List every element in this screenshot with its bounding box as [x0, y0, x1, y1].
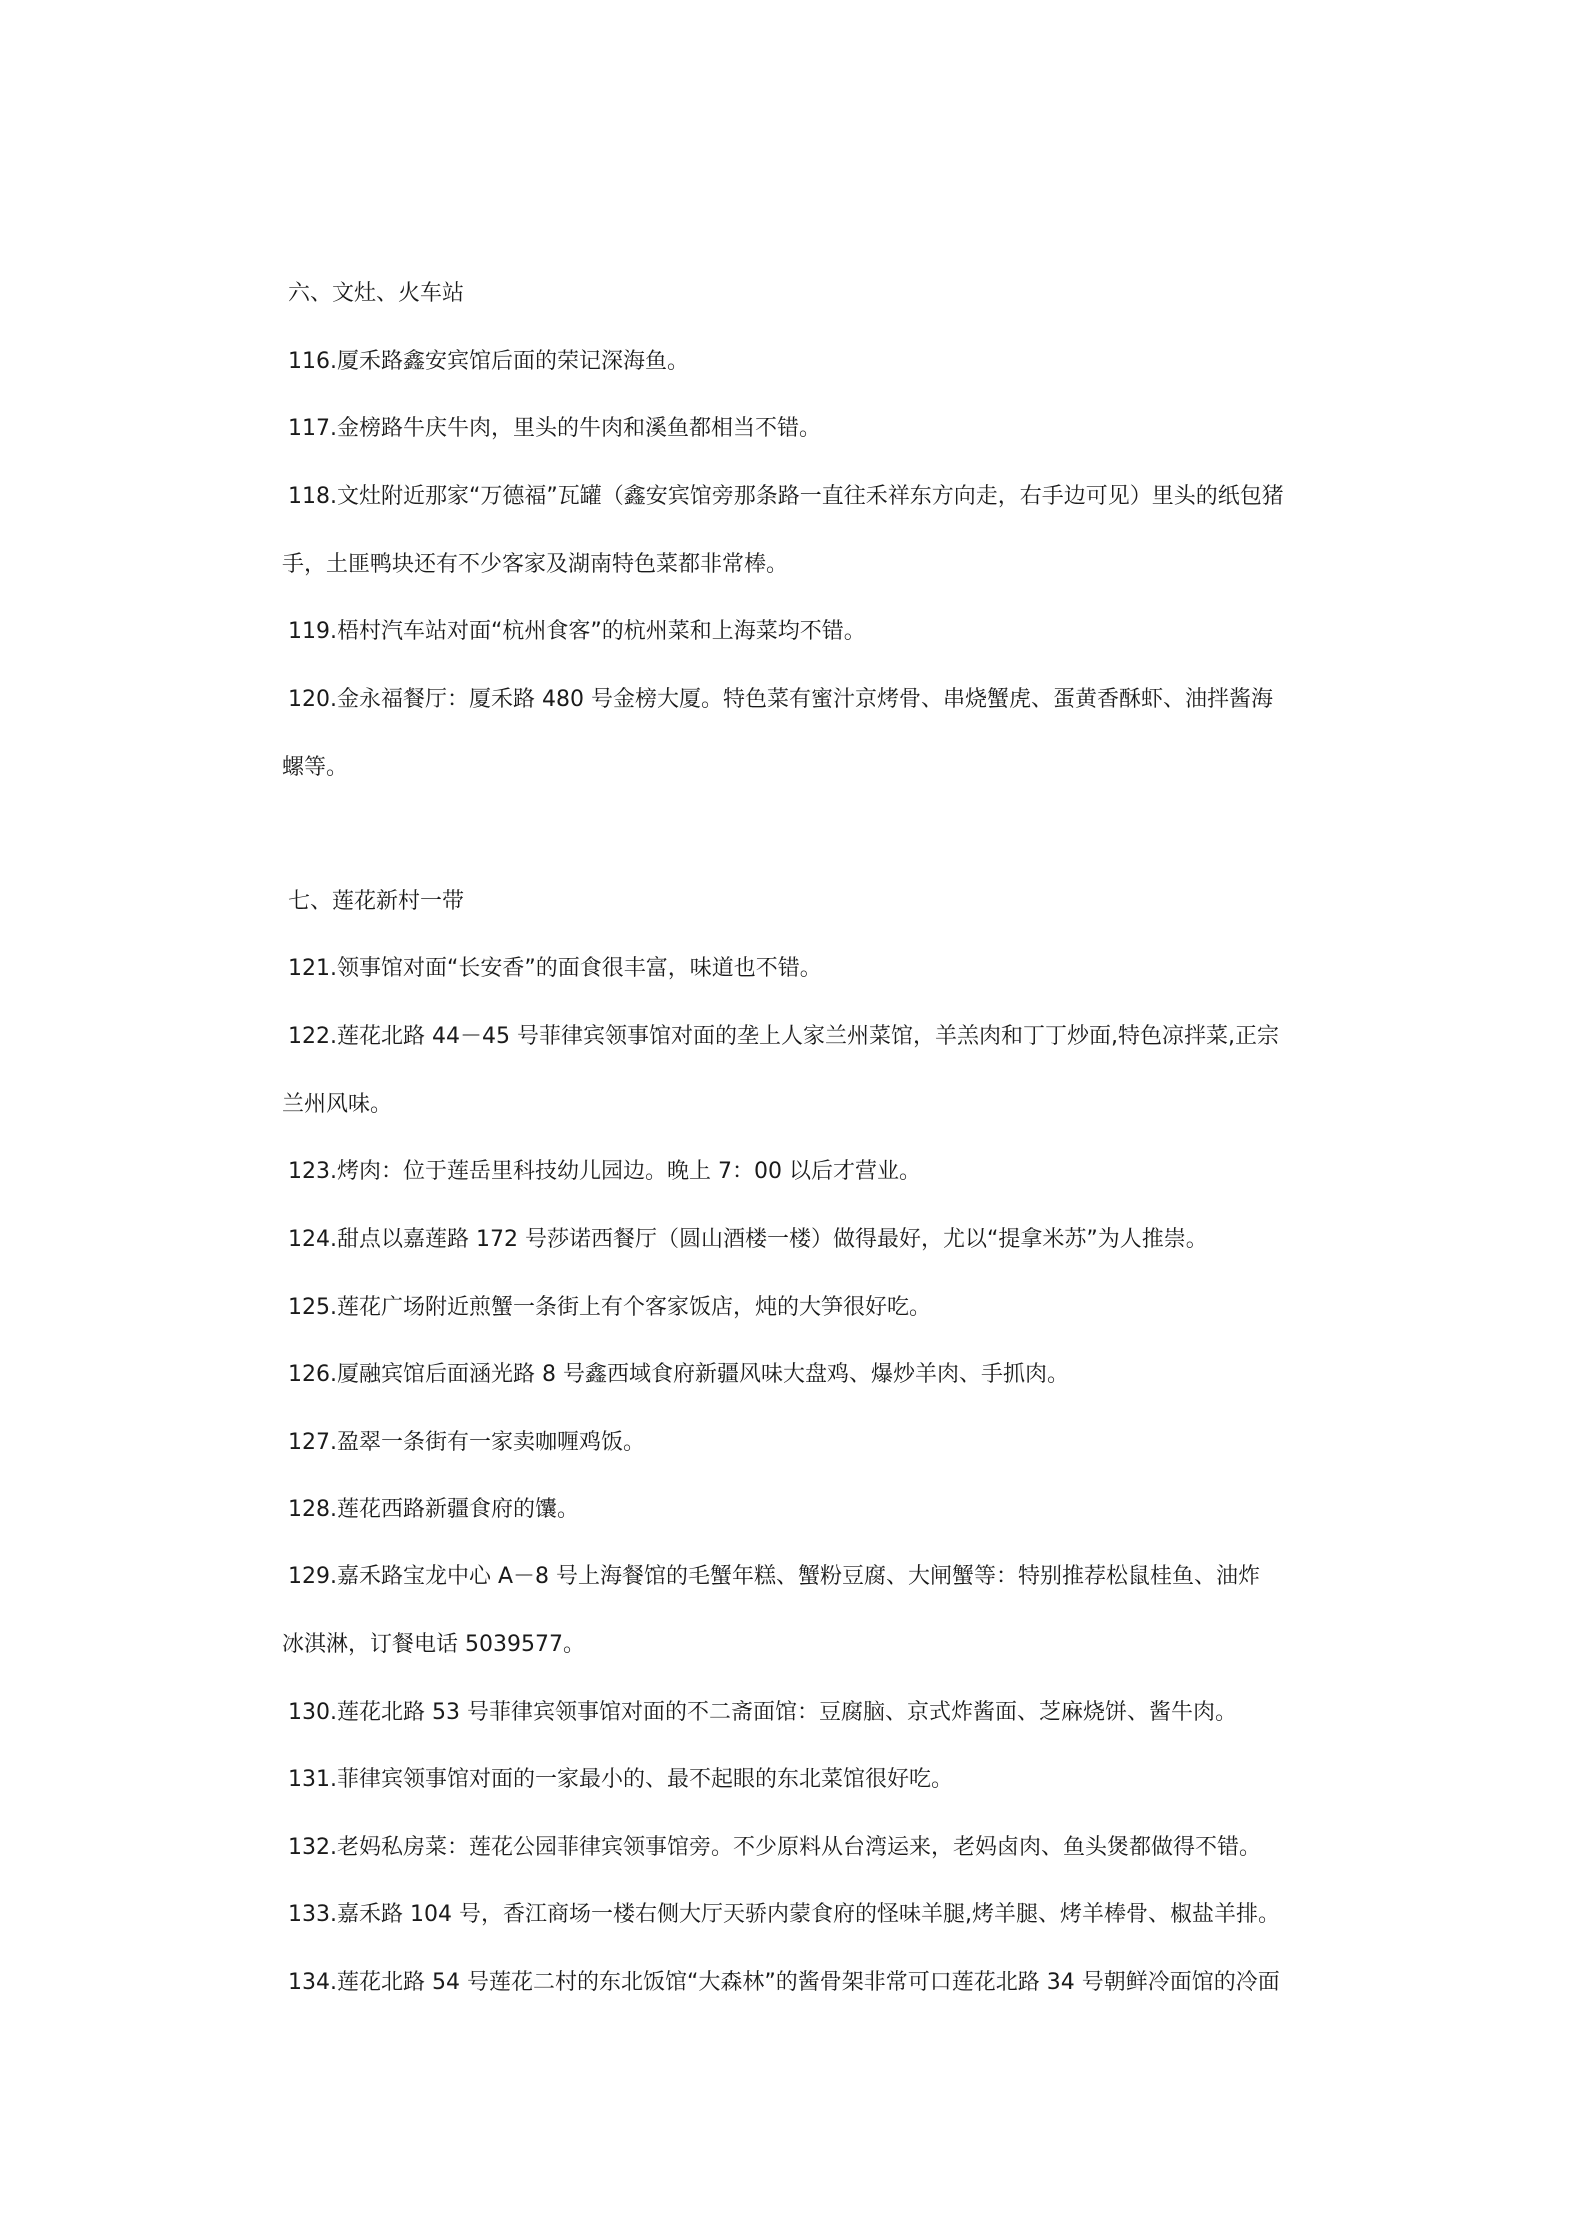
section-heading: 六、文灶、火车站 [288, 281, 465, 306]
list-item-continuation: 兰州风味。 [282, 1092, 393, 1117]
list-item-continuation: 冰淇淋，订餐电话 5039577。 [282, 1632, 585, 1657]
list-item: 124.甜点以嘉莲路 172 号莎诺西餐厅（圆山酒楼一楼）做得最好，尤以“提拿米苏”为人推崇。 [288, 1227, 1208, 1252]
list-item: 117.金榜路牛庆牛肉，里头的牛肉和溪鱼都相当不错。 [288, 416, 821, 441]
list-item: 132.老妈私房菜：莲花公园菲律宾领事馆旁。不少原料从台湾运来，老妈卤肉、鱼头煲都做得不错。 [288, 1835, 1261, 1860]
list-item: 120.金永福餐厅：厦禾路 480 号金榜大厦。特色菜有蜜汁京烤骨、串烧蟹虎、蛋黄香酥虾、油拌酱海 [288, 687, 1273, 712]
list-item: 119.梧村汽车站对面“杭州食客”的杭州菜和上海菜均不错。 [288, 619, 866, 644]
list-item: 129.嘉禾路宝龙中心 A－8 号上海餐馆的毛蟹年糕、蟹粉豆腐、大闸蟹等：特别推荐松鼠桂鱼、油炸 [288, 1564, 1261, 1589]
list-item-continuation: 手，土匪鸭块还有不少客家及湖南特色菜都非常棒。 [282, 552, 789, 577]
list-item: 122.莲花北路 44－45 号菲律宾领事馆对面的垄上人家兰州菜馆，羊羔肉和丁丁炒面,特色凉拌菜,正宗 [288, 1024, 1279, 1049]
list-item-continuation: 螺等。 [282, 755, 349, 780]
section-heading: 七、莲花新村一带 [288, 889, 465, 914]
list-item: 127.盈翠一条街有一家卖咖喱鸡饭。 [288, 1430, 645, 1455]
list-item: 126.厦融宾馆后面涵光路 8 号鑫西域食府新疆风味大盘鸡、爆炒羊肉、手抓肉。 [288, 1362, 1069, 1387]
list-item: 130.莲花北路 53 号菲律宾领事馆对面的不二斋面馆：豆腐脑、京式炸酱面、芝麻烧饼、酱牛肉。 [288, 1700, 1237, 1725]
list-item: 118.文灶附近那家“万德福”瓦罐（鑫安宾馆旁那条路一直往禾祥东方向走，右手边可见）里头的纸包猪 [288, 484, 1284, 509]
list-item: 134.莲花北路 54 号莲花二村的东北饭馆“大森林”的酱骨架非常可口莲花北路 34 号朝鲜冷面馆的冷面 [288, 1970, 1280, 1995]
list-item: 133.嘉禾路 104 号，香江商场一楼右侧大厅天骄内蒙食府的怪味羊腿,烤羊腿、烤羊棒骨、椒盐羊排。 [288, 1902, 1280, 1927]
list-item: 116.厦禾路鑫安宾馆后面的荣记深海鱼。 [288, 349, 689, 374]
list-item: 128.莲花西路新疆食府的馕。 [288, 1497, 579, 1522]
list-item: 131.菲律宾领事馆对面的一家最小的、最不起眼的东北菜馆很好吃。 [288, 1767, 953, 1792]
list-item: 125.莲花广场附近煎蟹一条街上有个客家饭店，炖的大笋很好吃。 [288, 1295, 931, 1320]
list-item: 123.烤肉：位于莲岳里科技幼儿园边。晚上 7：00 以后才营业。 [288, 1159, 921, 1184]
list-item: 121.领事馆对面“长安香”的面食很丰富，味道也不错。 [288, 956, 822, 981]
